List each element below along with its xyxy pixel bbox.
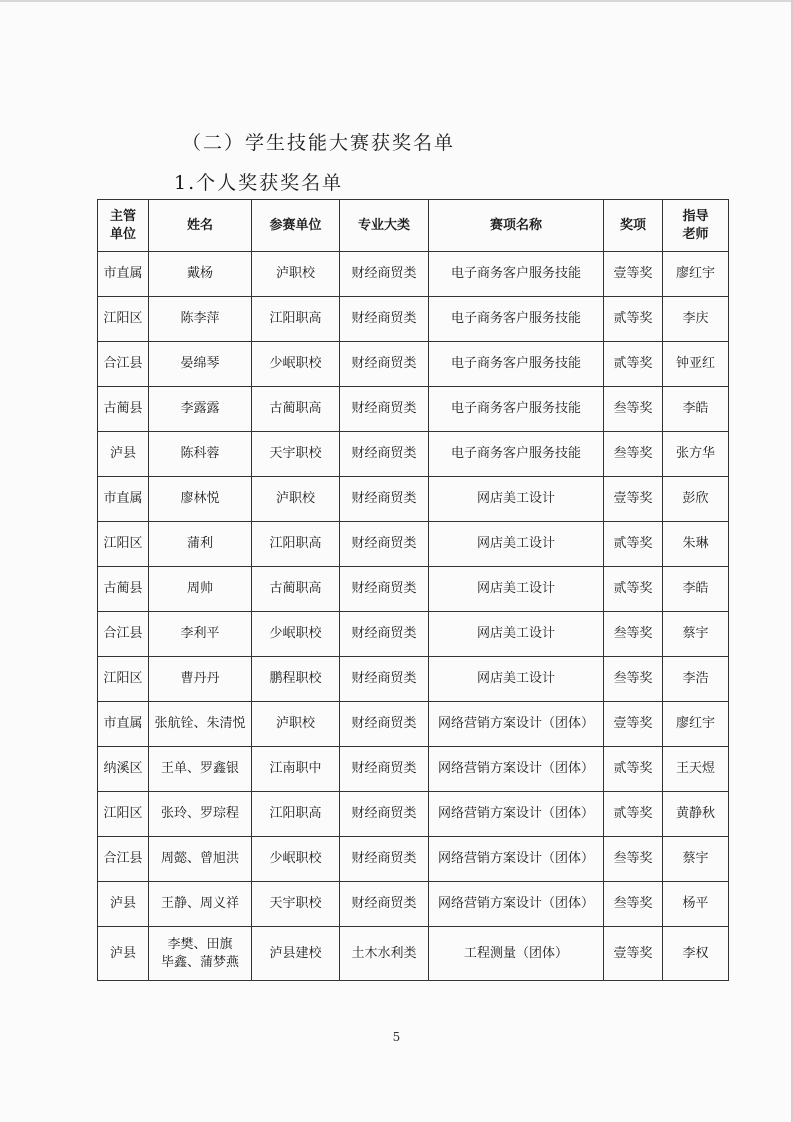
cell-school: 鹏程职校 <box>252 657 340 702</box>
student-name: 晏绵琴 <box>180 356 220 371</box>
cell-event: 网络营销方案设计（团体） <box>429 837 604 882</box>
cell-unit: 泸县 <box>98 927 149 981</box>
cell-award: 贰等奖 <box>604 342 663 387</box>
header-teacher <box>663 200 729 252</box>
cell-school: 古蔺职高 <box>252 387 340 432</box>
cell-major: 财经商贸类 <box>340 612 429 657</box>
cell-major: 财经商贸类 <box>340 567 429 612</box>
cell-award: 贰等奖 <box>604 567 663 612</box>
header-label: 单位 <box>109 226 136 242</box>
cell-school: 泸职校 <box>252 477 340 522</box>
cell-award: 叁等奖 <box>604 612 663 657</box>
cell-teacher: 蔡宇 <box>663 612 729 657</box>
cell-unit: 市直属 <box>98 477 149 522</box>
header-school <box>252 200 340 252</box>
cell-unit: 古蔺县 <box>98 567 149 612</box>
cell-event: 电子商务客户服务技能 <box>429 342 604 387</box>
cell-unit: 古蔺县 <box>98 387 149 432</box>
student-name: 李露露 <box>180 401 220 416</box>
cell-school: 古蔺职高 <box>252 567 340 612</box>
cell-name <box>149 882 252 927</box>
table-row <box>98 612 729 657</box>
cell-teacher: 张方华 <box>663 432 729 477</box>
cell-event: 网络营销方案设计（团体） <box>429 792 604 837</box>
cell-school: 泸职校 <box>252 252 340 297</box>
cell-teacher: 钟亚红 <box>663 342 729 387</box>
table-row <box>98 432 729 477</box>
cell-unit: 合江县 <box>98 837 149 882</box>
student-name: 张航铨、朱清悦 <box>154 716 246 731</box>
cell-award: 壹等奖 <box>604 927 663 981</box>
cell-unit: 江阳区 <box>98 657 149 702</box>
cell-name <box>149 432 252 477</box>
cell-event: 电子商务客户服务技能 <box>429 297 604 342</box>
table-row <box>98 477 729 522</box>
section-heading: （二）学生技能大赛获奖名单 <box>182 132 456 154</box>
header-label: 奖项 <box>619 217 646 233</box>
header-name <box>149 200 252 252</box>
cell-unit: 纳溪区 <box>98 747 149 792</box>
cell-major: 财经商贸类 <box>340 477 429 522</box>
student-name: 戴杨 <box>186 266 213 281</box>
cell-school: 泸职校 <box>252 702 340 747</box>
cell-unit: 江阳区 <box>98 522 149 567</box>
cell-name <box>149 792 252 837</box>
cell-event: 网店美工设计 <box>429 567 604 612</box>
cell-school: 泸县建校 <box>252 927 340 981</box>
cell-award: 贰等奖 <box>604 747 663 792</box>
cell-teacher: 李浩 <box>663 657 729 702</box>
student-name: 王静、周义祥 <box>160 896 239 911</box>
cell-teacher: 蔡宇 <box>663 837 729 882</box>
cell-event: 电子商务客户服务技能 <box>429 252 604 297</box>
table-row <box>98 882 729 927</box>
cell-school: 江阳职高 <box>252 792 340 837</box>
cell-major: 财经商贸类 <box>340 657 429 702</box>
header-label: 参赛单位 <box>269 217 322 233</box>
cell-unit: 合江县 <box>98 342 149 387</box>
cell-teacher: 彭欣 <box>663 477 729 522</box>
page-number: 5 <box>392 1030 401 1044</box>
header-label: 赛项名称 <box>489 217 542 233</box>
cell-name <box>149 252 252 297</box>
cell-major: 财经商贸类 <box>340 837 429 882</box>
cell-school: 天宇职校 <box>252 432 340 477</box>
cell-teacher: 李皓 <box>663 567 729 612</box>
table-row <box>98 927 729 981</box>
table-row <box>98 837 729 882</box>
cell-unit: 市直属 <box>98 702 149 747</box>
student-name: 王单、罗鑫银 <box>160 761 239 776</box>
cell-award: 贰等奖 <box>604 297 663 342</box>
subsection-heading: 1.个人奖获奖名单 <box>174 172 344 194</box>
cell-school: 天宇职校 <box>252 882 340 927</box>
student-name: 蒲利 <box>186 536 213 551</box>
table-row <box>98 297 729 342</box>
cell-teacher: 黄静秋 <box>663 792 729 837</box>
header-label: 主管 <box>109 208 136 224</box>
cell-major: 财经商贸类 <box>340 252 429 297</box>
page-edge <box>0 0 793 2</box>
cell-event: 电子商务客户服务技能 <box>429 432 604 477</box>
student-name: 廖林悦 <box>180 491 220 506</box>
cell-event: 网店美工设计 <box>429 612 604 657</box>
header-unit <box>98 200 149 252</box>
cell-event: 网络营销方案设计（团体） <box>429 882 604 927</box>
cell-unit: 合江县 <box>98 612 149 657</box>
cell-event: 网店美工设计 <box>429 522 604 567</box>
table-row <box>98 747 729 792</box>
cell-event: 网络营销方案设计（团体） <box>429 702 604 747</box>
header-major <box>340 200 429 252</box>
cell-major: 财经商贸类 <box>340 702 429 747</box>
table-row <box>98 657 729 702</box>
cell-name <box>149 927 252 981</box>
student-name: 张玲、罗琮程 <box>160 806 239 821</box>
header-event <box>429 200 604 252</box>
header-label: 专业大类 <box>357 217 410 233</box>
header-label: 姓名 <box>186 217 213 233</box>
student-name: 周懿、曾旭洪 <box>160 851 239 866</box>
cell-school: 少岷职校 <box>252 342 340 387</box>
cell-name <box>149 747 252 792</box>
cell-school: 江阳职高 <box>252 297 340 342</box>
cell-name <box>149 477 252 522</box>
student-name: 毕鑫、蒲梦燕 <box>160 954 239 970</box>
cell-school: 少岷职校 <box>252 837 340 882</box>
table-row <box>98 522 729 567</box>
table-row <box>98 342 729 387</box>
student-name: 陈科蓉 <box>180 446 220 461</box>
cell-name <box>149 837 252 882</box>
cell-major: 财经商贸类 <box>340 747 429 792</box>
cell-school: 江南职中 <box>252 747 340 792</box>
cell-major: 财经商贸类 <box>340 882 429 927</box>
cell-name <box>149 297 252 342</box>
cell-unit: 泸县 <box>98 882 149 927</box>
cell-school: 少岷职校 <box>252 612 340 657</box>
cell-name <box>149 702 252 747</box>
header-award <box>604 200 663 252</box>
cell-event: 网店美工设计 <box>429 477 604 522</box>
cell-teacher: 杨平 <box>663 882 729 927</box>
cell-teacher: 廖红宇 <box>663 252 729 297</box>
cell-unit: 泸县 <box>98 432 149 477</box>
cell-name <box>149 387 252 432</box>
cell-name <box>149 342 252 387</box>
cell-event: 网络营销方案设计（团体） <box>429 747 604 792</box>
cell-award: 贰等奖 <box>604 792 663 837</box>
table-row <box>98 792 729 837</box>
cell-award: 叁等奖 <box>604 387 663 432</box>
cell-teacher: 李权 <box>663 927 729 981</box>
cell-unit: 江阳区 <box>98 297 149 342</box>
table-row <box>98 702 729 747</box>
cell-major: 财经商贸类 <box>340 522 429 567</box>
awards-table <box>97 199 729 981</box>
cell-name <box>149 522 252 567</box>
cell-name <box>149 657 252 702</box>
cell-award: 贰等奖 <box>604 522 663 567</box>
student-name: 陈李萍 <box>180 311 220 326</box>
cell-award: 叁等奖 <box>604 432 663 477</box>
student-name: 李樊、田旗 <box>167 936 233 952</box>
cell-award: 壹等奖 <box>604 702 663 747</box>
cell-name <box>149 612 252 657</box>
cell-teacher: 朱琳 <box>663 522 729 567</box>
cell-unit: 江阳区 <box>98 792 149 837</box>
table-row <box>98 252 729 297</box>
table-header-row <box>98 200 729 252</box>
cell-major: 财经商贸类 <box>340 387 429 432</box>
cell-teacher: 廖红宇 <box>663 702 729 747</box>
cell-award: 叁等奖 <box>604 882 663 927</box>
cell-unit: 市直属 <box>98 252 149 297</box>
cell-event: 电子商务客户服务技能 <box>429 387 604 432</box>
cell-award: 壹等奖 <box>604 252 663 297</box>
cell-award: 叁等奖 <box>604 837 663 882</box>
table-row <box>98 567 729 612</box>
table-row <box>98 387 729 432</box>
cell-teacher: 王天煜 <box>663 747 729 792</box>
cell-school: 江阳职高 <box>252 522 340 567</box>
cell-event: 网店美工设计 <box>429 657 604 702</box>
student-name: 周帅 <box>186 581 213 596</box>
cell-major: 财经商贸类 <box>340 432 429 477</box>
student-name: 曹丹丹 <box>180 671 220 686</box>
cell-major: 财经商贸类 <box>340 342 429 387</box>
cell-event: 工程测量（团体） <box>429 927 604 981</box>
student-name: 李利平 <box>180 626 220 641</box>
header-label: 老师 <box>682 226 709 242</box>
cell-teacher: 李皓 <box>663 387 729 432</box>
header-label: 指导 <box>682 208 709 224</box>
cell-major: 土木水利类 <box>340 927 429 981</box>
cell-name <box>149 567 252 612</box>
cell-teacher: 李庆 <box>663 297 729 342</box>
cell-award: 叁等奖 <box>604 657 663 702</box>
cell-major: 财经商贸类 <box>340 792 429 837</box>
cell-major: 财经商贸类 <box>340 297 429 342</box>
cell-award: 壹等奖 <box>604 477 663 522</box>
